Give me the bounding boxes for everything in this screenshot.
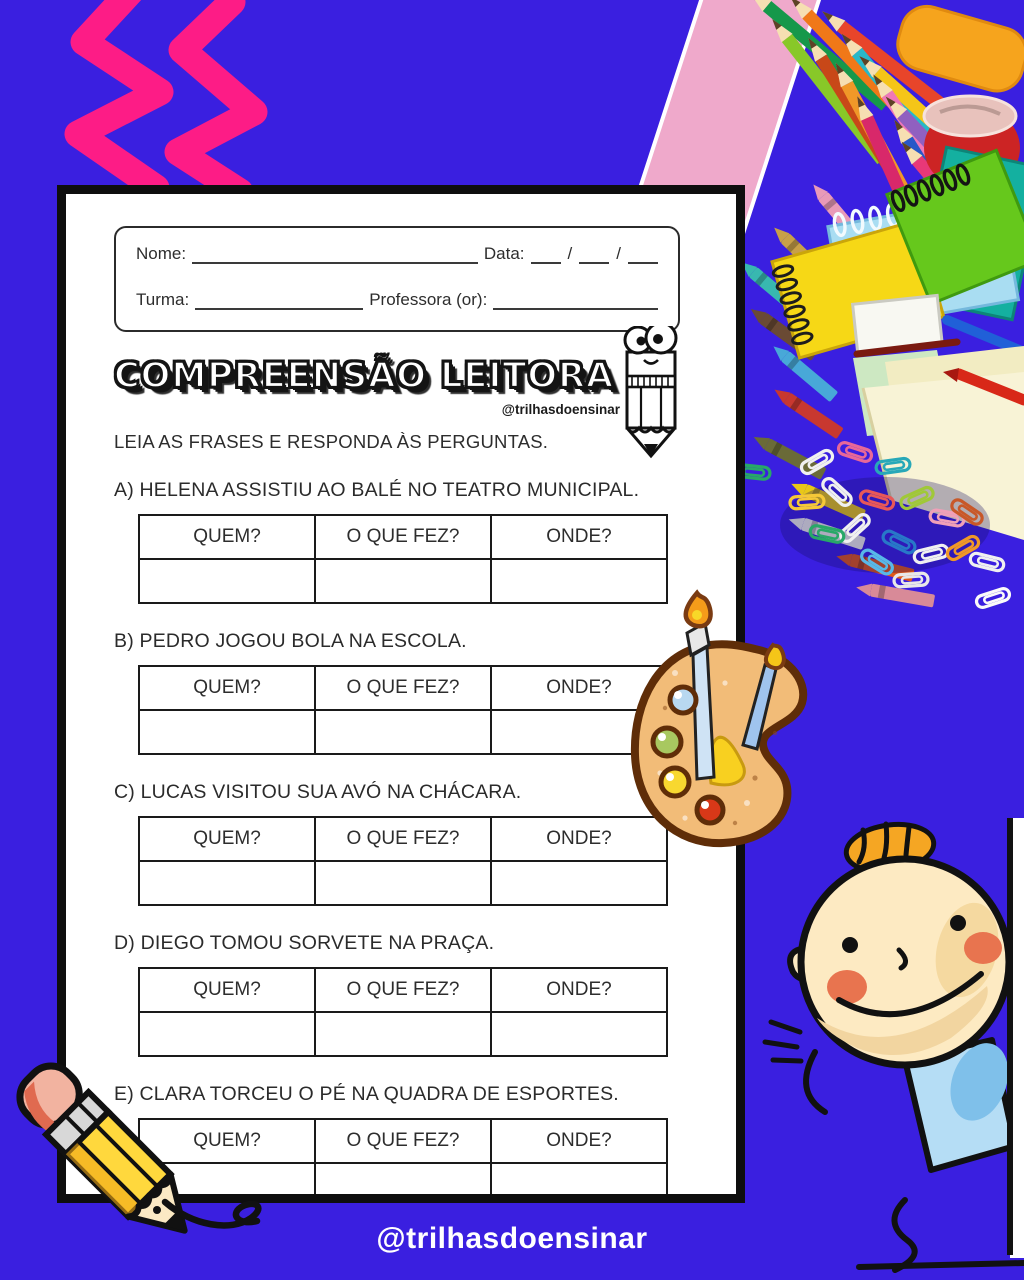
answer-table-b — [138, 665, 668, 755]
class-label: Turma: — [136, 290, 190, 309]
answer-table-a — [138, 514, 668, 604]
answer-cell[interactable] — [315, 861, 491, 905]
baby-cartoon-icon — [755, 800, 1024, 1280]
pencil-character-icon — [618, 326, 684, 460]
class-line[interactable] — [195, 294, 363, 310]
teacher-label: Professora (or): — [369, 290, 488, 309]
pink-zigzag-icon — [0, 0, 300, 200]
sentence-b: B) PEDRO JOGOU BOLA NA ESCOLA. — [114, 630, 467, 652]
title-block — [114, 356, 620, 417]
col-header-oquefez: O QUE FEZ? — [315, 1119, 491, 1163]
page-title: COMPREENSÃO LEITORA — [114, 356, 615, 396]
answer-cell[interactable] — [139, 861, 315, 905]
answer-cell[interactable] — [491, 861, 667, 905]
paint-palette-icon — [615, 583, 820, 855]
answer-cell[interactable] — [139, 710, 315, 754]
col-header-quem: QUEM? — [139, 515, 315, 559]
date-month-line[interactable] — [579, 248, 609, 264]
name-line[interactable] — [192, 248, 478, 264]
col-header-onde: ONDE? — [491, 1119, 667, 1163]
col-header-quem: QUEM? — [139, 968, 315, 1012]
col-header-onde: ONDE? — [491, 666, 667, 710]
name-label: Nome: — [136, 244, 187, 263]
col-header-quem: QUEM? — [139, 666, 315, 710]
credit-handle: @trilhasdoensinar — [501, 402, 620, 417]
answer-cell[interactable] — [315, 559, 491, 603]
col-header-quem: QUEM? — [139, 817, 315, 861]
teacher-line[interactable] — [493, 294, 658, 310]
col-header-oquefez: O QUE FEZ? — [315, 666, 491, 710]
col-header-oquefez: O QUE FEZ? — [315, 515, 491, 559]
col-header-onde: ONDE? — [491, 515, 667, 559]
answer-cell[interactable] — [491, 1012, 667, 1056]
answer-cell[interactable] — [491, 1163, 667, 1203]
answer-cell[interactable] — [315, 1163, 491, 1203]
instruction-text: LEIA AS FRASES E RESPONDA ÀS PERGUNTAS. — [114, 431, 549, 452]
student-info-box — [114, 226, 680, 332]
col-header-onde: ONDE? — [491, 968, 667, 1012]
pencil-cartoon-icon — [15, 1020, 305, 1260]
col-header-oquefez: O QUE FEZ? — [315, 817, 491, 861]
date-separator: / — [567, 244, 573, 263]
sentence-d: D) DIEGO TOMOU SORVETE NA PRAÇA. — [114, 932, 495, 954]
date-label: Data: — [483, 244, 525, 263]
date-day-line[interactable] — [531, 248, 561, 264]
col-header-quem: QUEM? — [139, 1119, 315, 1163]
col-header-oquefez: O QUE FEZ? — [315, 968, 491, 1012]
date-separator: / — [616, 244, 621, 263]
sentence-a: A) HELENA ASSISTIU AO BALÉ NO TEATRO MUNICIPAL. — [114, 479, 640, 501]
answer-cell[interactable] — [315, 710, 491, 754]
sentence-e: E) CLARA TORCEU O PÉ NA QUADRA DE ESPORTES. — [114, 1083, 619, 1105]
sentence-c: C) LUCAS VISITOU SUA AVÓ NA CHÁCARA. — [114, 781, 522, 803]
footer-handle: @trilhasdoensinar — [376, 1222, 648, 1255]
answer-cell[interactable] — [315, 1012, 491, 1056]
answer-cell[interactable] — [139, 559, 315, 603]
date-year-line[interactable] — [628, 248, 658, 264]
answer-table-c — [138, 816, 668, 906]
col-header-onde: ONDE? — [491, 817, 667, 861]
